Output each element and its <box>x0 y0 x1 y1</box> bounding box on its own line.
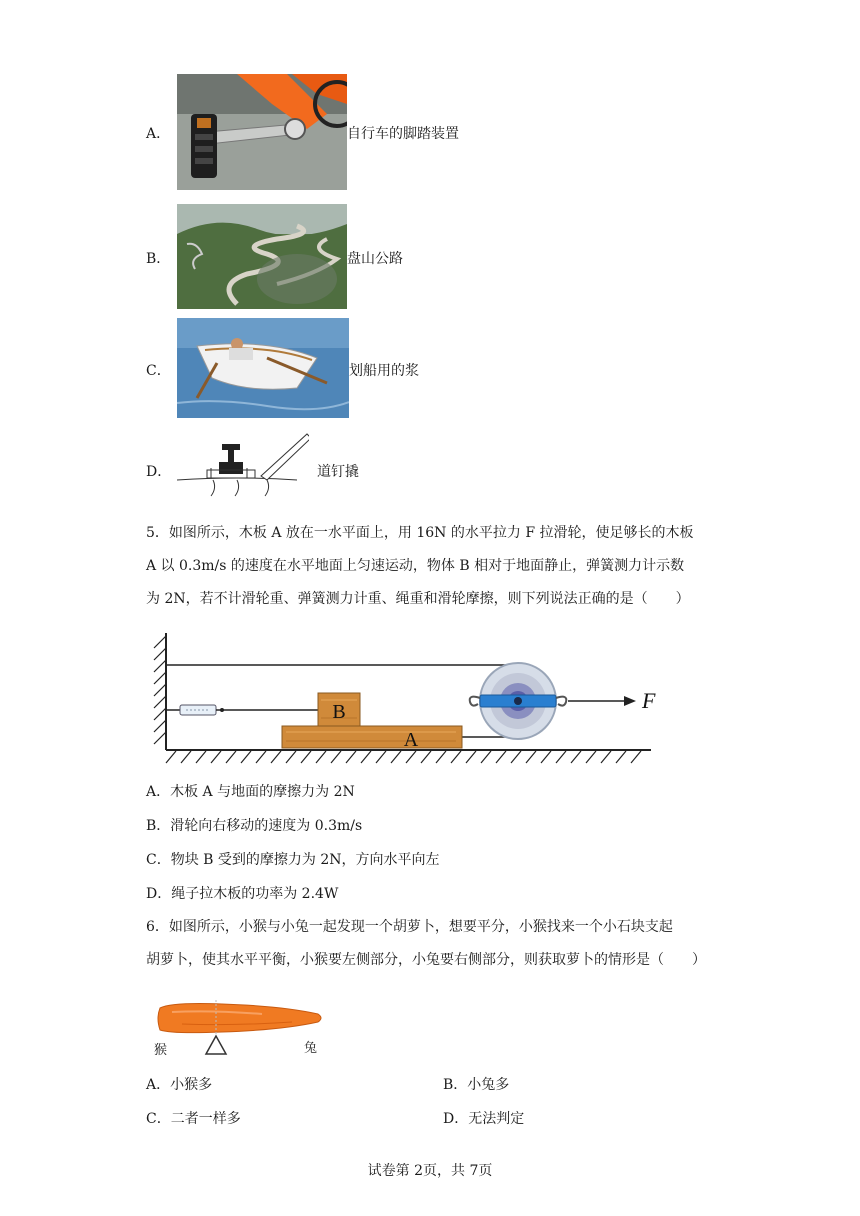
block-b-label: B <box>332 701 346 723</box>
rabbit-label: 兔 <box>304 1041 318 1056</box>
question-5-line-3: 为 2N，若不计滑轮重、弹簧测力计重、绳重和滑轮摩擦，则下列说法正确的是（ ） <box>146 591 690 607</box>
bicycle-pedal-photo <box>177 74 347 190</box>
question-5-option-b: B．滑轮向右移动的速度为 0.3m/s <box>146 818 363 834</box>
question-5-line-2: A 以 0.3m/s 的速度在水平地面上匀速运动，物体 B 相对于地面静止，弹簧测力计示数 <box>146 558 685 574</box>
option-letter-d: D． <box>146 464 172 480</box>
carrot-balance-figure <box>152 996 332 1058</box>
spike-lever-diagram <box>177 428 309 498</box>
question-6-text <box>146 911 726 977</box>
question-6-option-a: A．小猴多 <box>146 1077 213 1093</box>
question-5-figure <box>146 628 656 768</box>
question-5-text <box>146 517 726 616</box>
option-letter-a: A． <box>146 126 171 142</box>
option-label-c: 划船用的浆 <box>349 363 419 379</box>
option-label-d: 道钉撬 <box>317 464 359 480</box>
option-label-b: 盘山公路 <box>347 251 403 267</box>
board-a-label: A <box>403 729 419 751</box>
question-6-option-b: B．小兔多 <box>443 1077 510 1093</box>
rowing-boat-photo <box>177 318 349 418</box>
question-6-option-c: C．二者一样多 <box>146 1111 241 1127</box>
question-6-option-d: D．无法判定 <box>443 1111 525 1127</box>
question-6-line-1: 6．如图所示，小猴与小兔一起发现一个胡萝卜，想要平分，小猴找来一个小石块支起 <box>146 919 673 935</box>
option-letter-b: B． <box>146 251 171 267</box>
mountain-road-photo <box>177 204 347 309</box>
force-f-label: F <box>642 688 656 713</box>
question-5-line-1: 5．如图所示，木板 A 放在一水平面上，用 16N 的水平拉力 F 拉滑轮，使足够长的木板 <box>146 525 694 541</box>
option-letter-c: C． <box>146 363 171 379</box>
option-label-a: 自行车的脚踏装置 <box>347 126 459 142</box>
question-5-option-a: A．木板 A 与地面的摩擦力为 2N <box>146 784 355 800</box>
monkey-label: 猴 <box>154 1043 168 1058</box>
question-5-option-d: D．绳子拉木板的功率为 2.4W <box>146 886 339 902</box>
page-footer: 试卷第 2页，共 7页 <box>367 1163 493 1179</box>
question-6-line-2: 胡萝卜，使其水平平衡，小猴要左侧部分，小兔要右侧部分，则获取萝卜的情形是（ ） <box>146 952 706 968</box>
question-5-option-c: C．物块 B 受到的摩擦力为 2N，方向水平向左 <box>146 852 440 868</box>
